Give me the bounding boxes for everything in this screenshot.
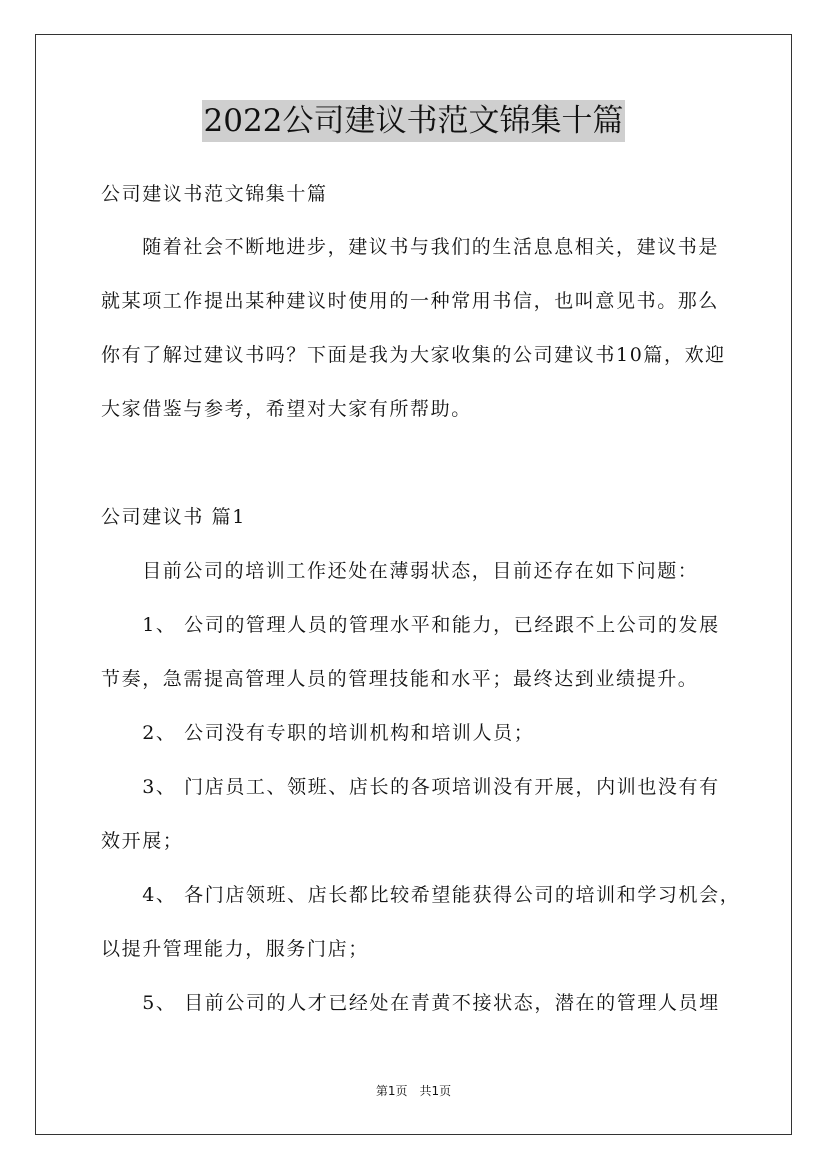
body-line-5: 3、 门店员工、领班、店长的各项培训没有开展，内训也没有有 bbox=[101, 776, 720, 798]
body-line-6: 效开展； bbox=[101, 830, 184, 852]
page-footer: 第1页 共1页 bbox=[375, 1084, 452, 1098]
body-line-9: 5、 目前公司的人才已经处在青黄不接状态，潜在的管理人员埋 bbox=[101, 992, 720, 1014]
intro-line-2: 就某项工作提出某种建议时使用的一种常用书信，也叫意见书。那么 bbox=[101, 290, 720, 312]
intro-line-3: 你有了解过建议书吗？下面是我为大家收集的公司建议书10篇，欢迎 bbox=[101, 344, 726, 366]
body-line-1: 目前公司的培训工作还处在薄弱状态，目前还存在如下问题： bbox=[101, 560, 699, 582]
body-line-4: 2、 公司没有专职的培训机构和培训人员； bbox=[101, 722, 535, 744]
body-line-3: 节奏，急需提高管理人员的管理技能和水平；最终达到业绩提升。 bbox=[101, 668, 699, 690]
body-line-8: 以提升管理能力，服务门店； bbox=[101, 938, 369, 960]
title-container bbox=[0, 100, 827, 142]
body-line-7: 4、 各门店领班、店长都比较希望能获得公司的培训和学习机会， bbox=[101, 884, 741, 906]
intro-line-1: 随着社会不断地进步，建议书与我们的生活息息相关，建议书是 bbox=[101, 236, 720, 258]
body-line-2: 1、 公司的管理人员的管理水平和能力，已经跟不上公司的发展 bbox=[101, 614, 720, 636]
document-title: 2022公司建议书范文锦集十篇 bbox=[202, 100, 626, 142]
document-subtitle: 公司建议书范文锦集十篇 bbox=[101, 183, 328, 205]
intro-line-4: 大家借鉴与参考，希望对大家有所帮助。 bbox=[101, 398, 472, 420]
section-heading: 公司建议书 篇1 bbox=[101, 506, 246, 528]
